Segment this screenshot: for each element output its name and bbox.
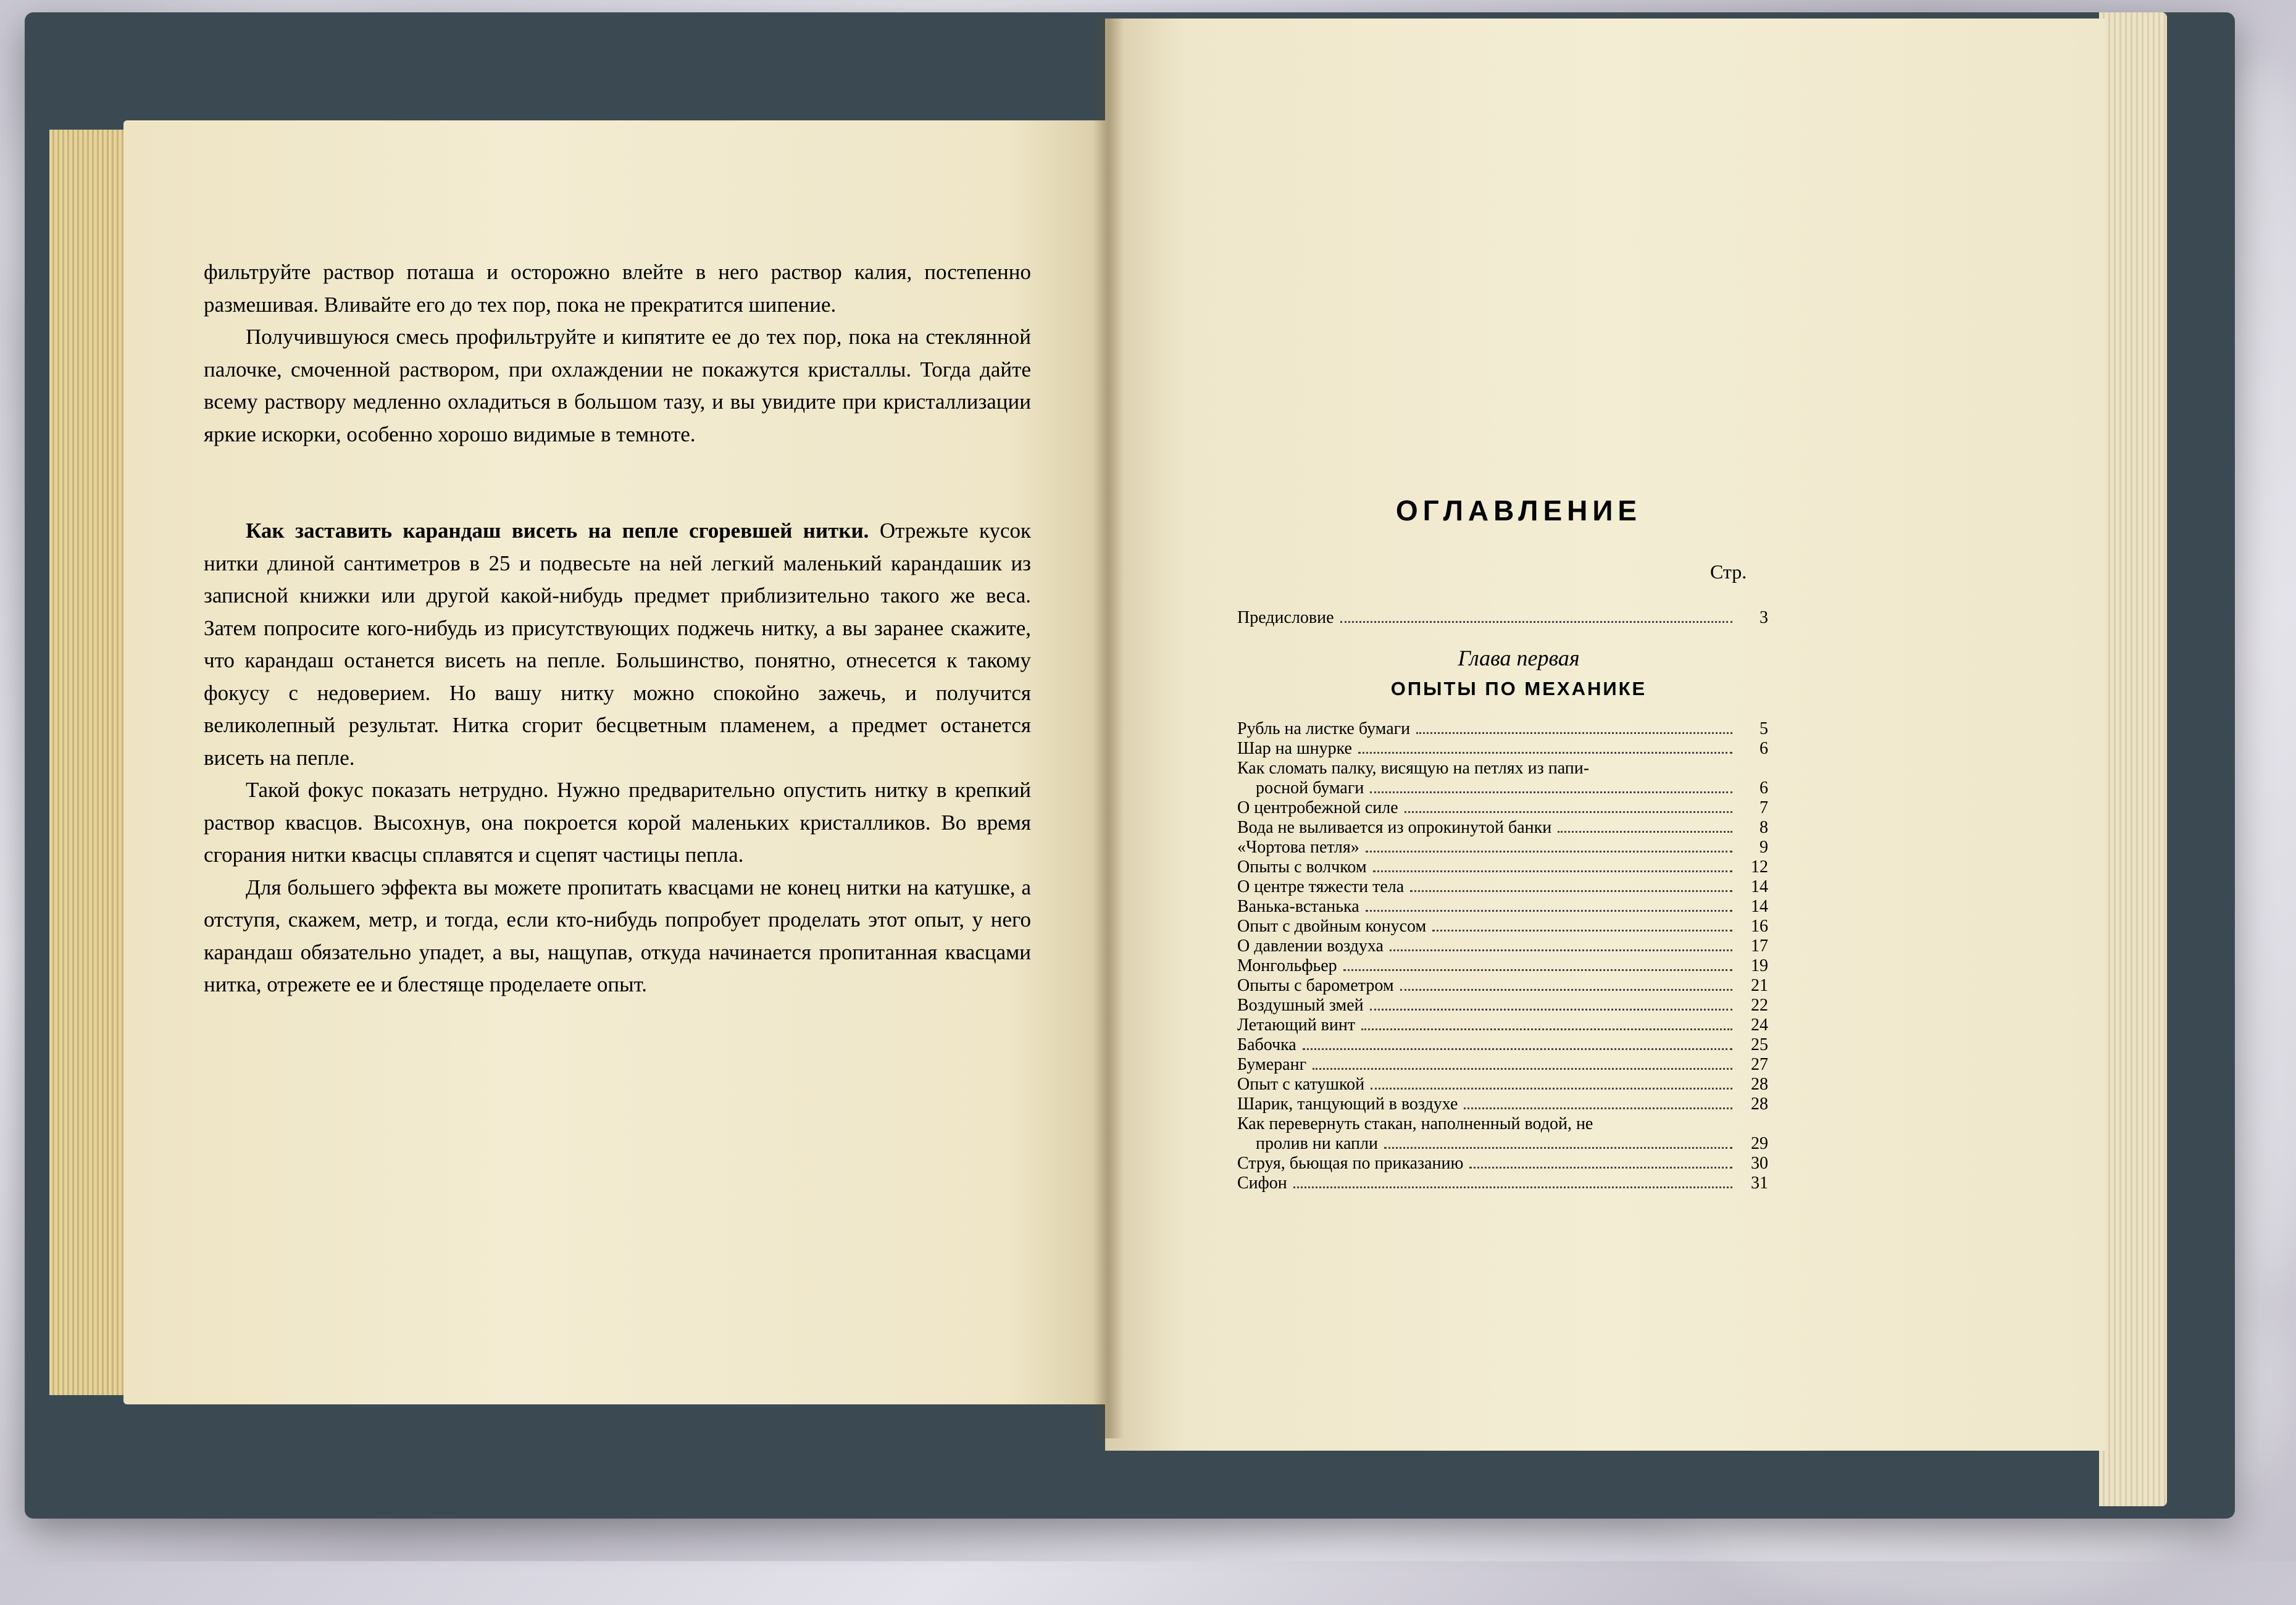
- toc-entry: [1237, 1075, 1768, 1094]
- toc-entry-label: Опыты с барометром: [1237, 976, 1394, 995]
- toc-leader-dots: [1366, 910, 1732, 912]
- toc-entry-label: Струя, бьющая по приказанию: [1237, 1154, 1464, 1173]
- toc-leader-dots: [1558, 831, 1732, 833]
- toc-entry-label: Рубль на листке бумаги: [1237, 719, 1411, 738]
- toc-title: ОГЛАВЛЕНИЕ: [1395, 494, 1642, 527]
- toc-entry-page: 28: [1751, 1075, 1768, 1094]
- toc-leader-dots: [1464, 1107, 1732, 1109]
- toc-entry: [1237, 1094, 1768, 1114]
- toc-leader-dots: [1370, 1009, 1732, 1011]
- toc-entry: [1237, 917, 1768, 936]
- toc-entry-page: 6: [1760, 778, 1768, 798]
- toc-entry: [1237, 1035, 1768, 1055]
- toc-leader-dots: [1373, 870, 1732, 872]
- toc-entry: [1237, 857, 1768, 877]
- toc-page-column-label: Стр.: [1710, 561, 1747, 583]
- toc-leader-dots: [1405, 811, 1732, 813]
- toc-leader-dots: [1370, 791, 1732, 793]
- toc-entry-page: 31: [1751, 1174, 1768, 1193]
- toc-entry-label: Монгольфьер: [1237, 956, 1337, 975]
- toc-leader-dots: [1432, 930, 1732, 932]
- toc-entry-page: 12: [1751, 857, 1768, 877]
- toc-entry: [1237, 976, 1768, 996]
- toc-entry-page: 9: [1760, 838, 1768, 857]
- toc-entry-page: 24: [1751, 1015, 1768, 1035]
- toc-entry-label-continuation: росной бумаги: [1256, 778, 1364, 798]
- toc-entry: [1237, 936, 1768, 956]
- toc-entry: [1237, 778, 1768, 798]
- page-stack-right: [2099, 12, 2167, 1506]
- paragraph-title: Как заставить карандаш висеть на пепле сгоревшей нитки.: [246, 519, 869, 543]
- toc-leader-dots: [1366, 851, 1732, 853]
- toc-entry-page: 22: [1751, 996, 1768, 1015]
- toc-list: [1237, 719, 1768, 1193]
- toc-leader-dots: [1371, 1088, 1732, 1090]
- toc-leader-dots: [1390, 949, 1732, 951]
- toc-entry: [1237, 719, 1768, 739]
- toc-entry-page: 5: [1760, 719, 1768, 738]
- toc-entry-page: 8: [1760, 818, 1768, 837]
- toc-entry-label: Опыт с двойным конусом: [1237, 917, 1427, 936]
- paragraph: Для большего эффекта вы можете пропитать квасцами не конец нитки на катушке, а отступя, скажем, метр, и тогда, если кто-нибудь попробует проделать этот опыт, у него карандаш обязательно упадет, а вы, нащупав, откуда начинается пропитанная квасцами нитка, отрежете ее и блестяще проделаете опыт.: [204, 875, 1031, 996]
- toc-entry-page: 17: [1751, 936, 1768, 956]
- toc-entry: [1237, 1174, 1768, 1193]
- toc-entry: [1237, 1055, 1768, 1075]
- paragraph-text: Отрежьте кусок нитки длиной сантиметров в 25 и подвесьте на ней легкий маленький карандашик из записной книжки или другой какой-нибудь предмет приблизительно такого же веса. Затем попросите кого-нибудь из присутствующих поджечь нитку, а вы заранее скажите, что карандаш останется висеть на пепле. Большинство, понятно, отнесется к такому фокусу с недоверием. Но вашу нитку можно спокойно зажечь, и получится великолепный результат. Нитка сгорит бесцветным пламенем, а предмет останется висеть на пепле.: [204, 519, 1031, 770]
- toc-entry-label-continuation: пролив ни капли: [1256, 1134, 1378, 1153]
- toc-leader-dots: [1361, 1028, 1732, 1030]
- toc-entry: [1237, 956, 1768, 976]
- toc-entry-page: 16: [1751, 917, 1768, 936]
- left-page-body: [204, 256, 1031, 1001]
- toc-entry-label: Как перевернуть стакан, наполненный водой, не: [1237, 1114, 1593, 1133]
- toc-entry-label: Бабочка: [1237, 1035, 1296, 1054]
- chapter-number: Глава первая: [1458, 646, 1580, 670]
- toc-entry-label: Воздушный змей: [1237, 996, 1364, 1015]
- toc-entry-page: 14: [1751, 877, 1768, 896]
- toc-entry-label: О центре тяжести тела: [1237, 877, 1405, 896]
- toc-entry-label: Летающий винт: [1237, 1015, 1356, 1035]
- toc-entry-page: 19: [1751, 956, 1768, 975]
- toc-entry-label: Сифон: [1237, 1174, 1287, 1193]
- toc-entry-label: Как сломать палку, висящую на петлях из папи-: [1237, 759, 1590, 778]
- toc-leader-dots: [1410, 890, 1732, 892]
- toc-leader-dots: [1416, 732, 1732, 734]
- toc-leader-dots: [1469, 1167, 1732, 1169]
- toc-entry-label: Вода не выливается из опрокинутой банки: [1237, 818, 1552, 837]
- paragraph: фильтруйте раствор поташа и осторожно влейте в него раствор калия, постепенно размешивая. Вливайте его до тех пор, пока не прекратится шипение.: [204, 260, 1031, 317]
- toc-leader-dots: [1343, 969, 1732, 971]
- toc-entry-label: Шар на шнурке: [1237, 739, 1352, 758]
- chapter-heading: ОПЫТЫ ПО МЕХАНИКЕ: [1390, 678, 1647, 699]
- toc-entry-page: 29: [1751, 1134, 1768, 1153]
- toc-entry: [1237, 1015, 1768, 1035]
- toc-entry-page: 6: [1760, 739, 1768, 758]
- book-gutter: [1093, 19, 1124, 1438]
- toc-entry-page: 14: [1751, 897, 1768, 916]
- toc-entry: [1237, 897, 1768, 917]
- toc-entry-label: Предисловие: [1237, 608, 1334, 627]
- toc-leader-dots: [1358, 752, 1732, 754]
- toc-leader-dots: [1303, 1048, 1732, 1050]
- toc-entry-page: 30: [1751, 1154, 1768, 1173]
- toc-entry: [1237, 877, 1768, 897]
- toc-entry-page: 28: [1751, 1094, 1768, 1114]
- toc-entry-label: Бумеранг: [1237, 1055, 1307, 1074]
- paragraph: [204, 515, 1031, 774]
- toc-leader-dots: [1384, 1147, 1732, 1149]
- paragraph: Такой фокус показать нетрудно. Нужно предварительно опустить нитку в крепкий раствор квасцов. Высохнув, она покроется корой маленьких кристалликов. Во время сгорания нитки квасцы сплавятся и сцепят частицы пепла.: [204, 778, 1031, 867]
- toc-entry: [1237, 818, 1768, 838]
- toc-entry: [1237, 838, 1768, 857]
- toc-entry-page: 27: [1751, 1055, 1768, 1074]
- toc-entry-label: Ванька-встанька: [1237, 897, 1359, 916]
- toc-entry: [1237, 1154, 1768, 1174]
- toc-entry-label: Опыты с волчком: [1237, 857, 1367, 877]
- toc-entry-page: 3: [1760, 608, 1768, 627]
- toc-entry: [1237, 798, 1768, 818]
- toc-entry-label: «Чортова петля»: [1237, 838, 1359, 857]
- toc-leader-dots: [1400, 989, 1732, 991]
- toc-leader-dots: [1313, 1068, 1732, 1070]
- page-stack-left: [49, 130, 123, 1395]
- toc-entry-label: О давлении воздуха: [1237, 936, 1384, 956]
- toc-entry: [1237, 739, 1768, 759]
- toc-leader-dots: [1293, 1186, 1732, 1188]
- toc-entry-page: 7: [1760, 798, 1768, 817]
- toc-entry-page: 25: [1751, 1035, 1768, 1054]
- paragraph: Получившуюся смесь профильтруйте и кипятите ее до тех пор, пока на стеклянной палочке, смоченной раствором, при охлаждении не покажутся кристаллы. Тогда дайте всему раствору медленно охладиться в большом тазу, и вы увидите при кристаллизации яркие искорки, особенно хорошо видимые в темноте.: [204, 325, 1031, 446]
- toc-entry: [1237, 996, 1768, 1015]
- toc-entry-page: 21: [1751, 976, 1768, 995]
- toc-entry-label: Опыт с катушкой: [1237, 1075, 1365, 1094]
- toc-entry-label: Шарик, танцующий в воздухе: [1237, 1094, 1458, 1114]
- toc-entry: [1237, 1134, 1768, 1154]
- toc-entry-preface: [1237, 608, 1768, 628]
- toc-entry-label: О центробежной силе: [1237, 798, 1398, 817]
- toc-leader-dots: [1340, 621, 1732, 623]
